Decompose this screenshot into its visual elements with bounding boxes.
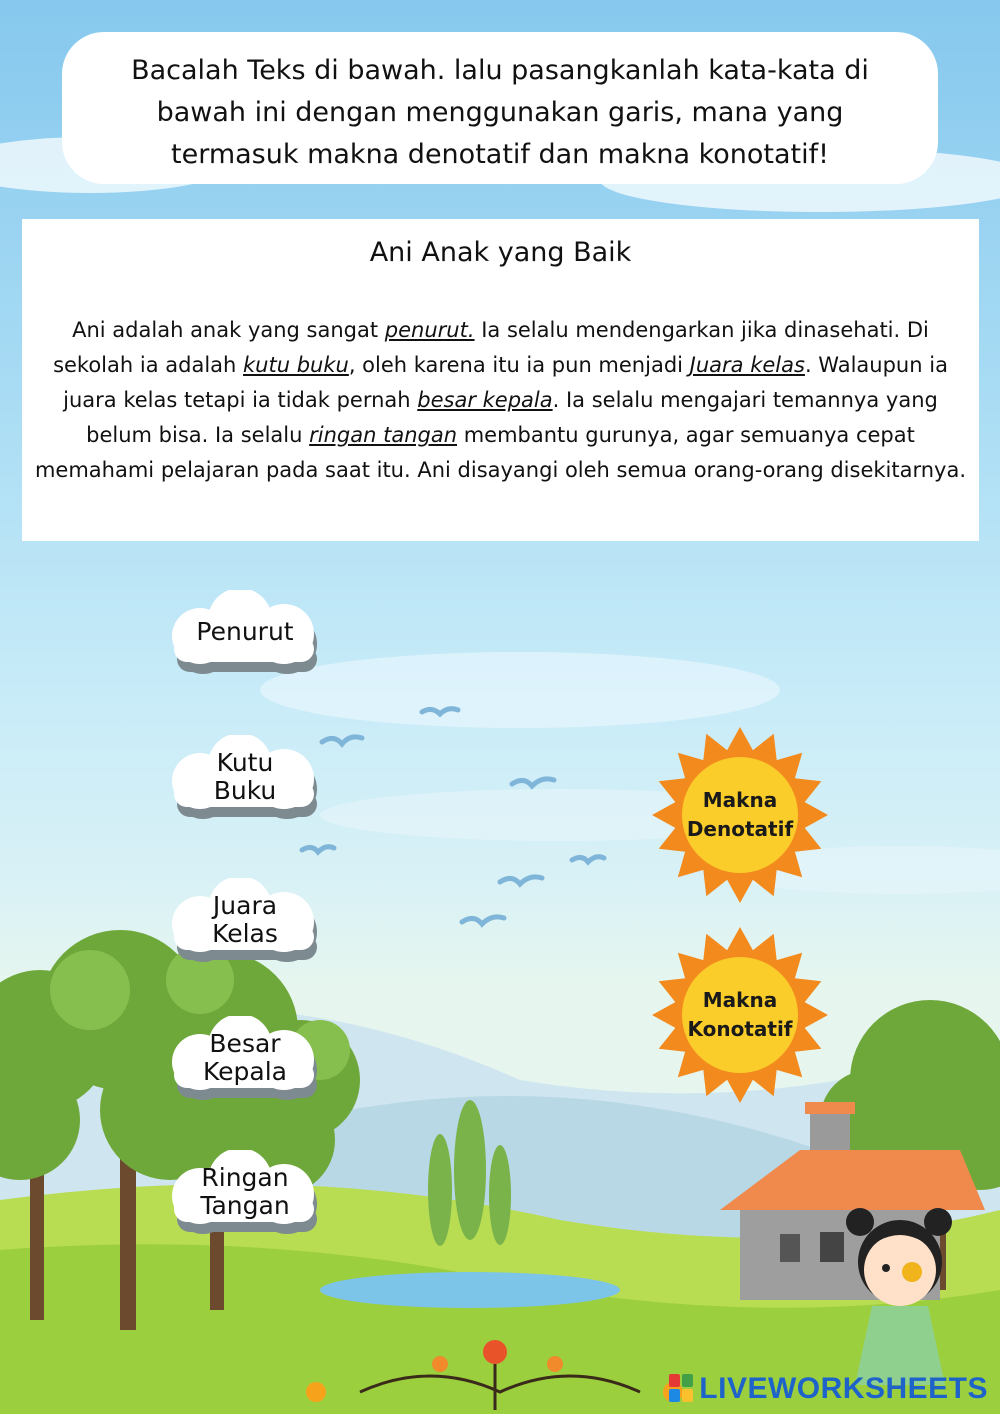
instruction-box xyxy=(62,32,938,184)
story-text-part: membantu gurunya, agar semuanya cepat memahami pelajaran pada saat itu. Ani disayangi oleh semua orang-orang disekitarnya. xyxy=(34,423,967,482)
liveworksheets-logo-icon xyxy=(669,1374,695,1404)
story-text-part: . Walaupun ia juara kelas tetapi ia tidak pernah xyxy=(63,353,948,412)
highlight-penurut: penurut. xyxy=(384,318,475,342)
word-line-2: Buku xyxy=(213,776,277,805)
sun-target-denotatif[interactable] xyxy=(650,725,830,905)
story-text xyxy=(32,313,969,488)
liveworksheets-watermark xyxy=(669,1372,988,1406)
word-cloud-besar-kepala[interactable] xyxy=(160,1016,330,1108)
sun-target-konotatif[interactable] xyxy=(650,925,830,1105)
sun-label-line-2: Denotatif xyxy=(686,817,794,841)
highlight-juara-kelas: Juara kelas xyxy=(689,353,805,377)
highlight-ringan-tangan: ringan tangan xyxy=(309,423,458,447)
instruction-line-2: bawah ini dengan menggunakan garis, mana yang xyxy=(156,97,844,128)
instruction-line-3: termasuk makna denotatif dan makna konotatif! xyxy=(171,139,829,170)
word-label xyxy=(160,878,330,962)
word-label xyxy=(160,1150,330,1234)
story-text-part: , oleh karena itu ia pun menjadi xyxy=(348,353,690,377)
story-title: Ani Anak yang Baik xyxy=(369,237,632,268)
word-line-1: Penurut xyxy=(196,617,294,646)
story-text-part: . Ia selalu mengajari temannya yang belum bisa. Ia selalu xyxy=(86,388,938,447)
word-line-2: Tangan xyxy=(200,1191,290,1220)
word-line-1: Besar xyxy=(209,1029,281,1058)
word-line-2: Kelas xyxy=(212,919,278,948)
sun-label xyxy=(650,925,830,1105)
word-line-1: Juara xyxy=(212,891,278,920)
watermark-text: LIVEWORKSHEETS xyxy=(699,1372,988,1405)
sun-label-line-1: Makna xyxy=(702,988,778,1012)
word-cloud-penurut[interactable] xyxy=(160,590,330,682)
story-text-part: Ani adalah anak yang sangat xyxy=(72,318,385,342)
sun-label-line-2: Konotatif xyxy=(687,1017,793,1041)
highlight-kutu-buku: kutu buku xyxy=(243,353,349,377)
word-label xyxy=(160,590,330,674)
word-cloud-kutu-buku[interactable] xyxy=(160,735,330,827)
highlight-besar-kepala: besar kepala xyxy=(417,388,553,412)
sun-label xyxy=(650,725,830,905)
instruction-line-1: Bacalah Teks di bawah. lalu pasangkanlah kata-kata di xyxy=(131,55,869,86)
word-line-1: Ringan xyxy=(201,1163,289,1192)
word-line-2: Kepala xyxy=(203,1057,287,1086)
sun-label-line-1: Makna xyxy=(702,788,778,812)
word-line-1: Kutu xyxy=(216,748,274,777)
word-cloud-juara-kelas[interactable] xyxy=(160,878,330,970)
word-cloud-ringan-tangan[interactable] xyxy=(160,1150,330,1242)
word-label xyxy=(160,1016,330,1100)
story-box xyxy=(22,219,979,541)
word-label xyxy=(160,735,330,819)
story-text-part: Ia selalu mendengarkan jika dinasehati. Di sekolah ia adalah xyxy=(53,318,929,377)
